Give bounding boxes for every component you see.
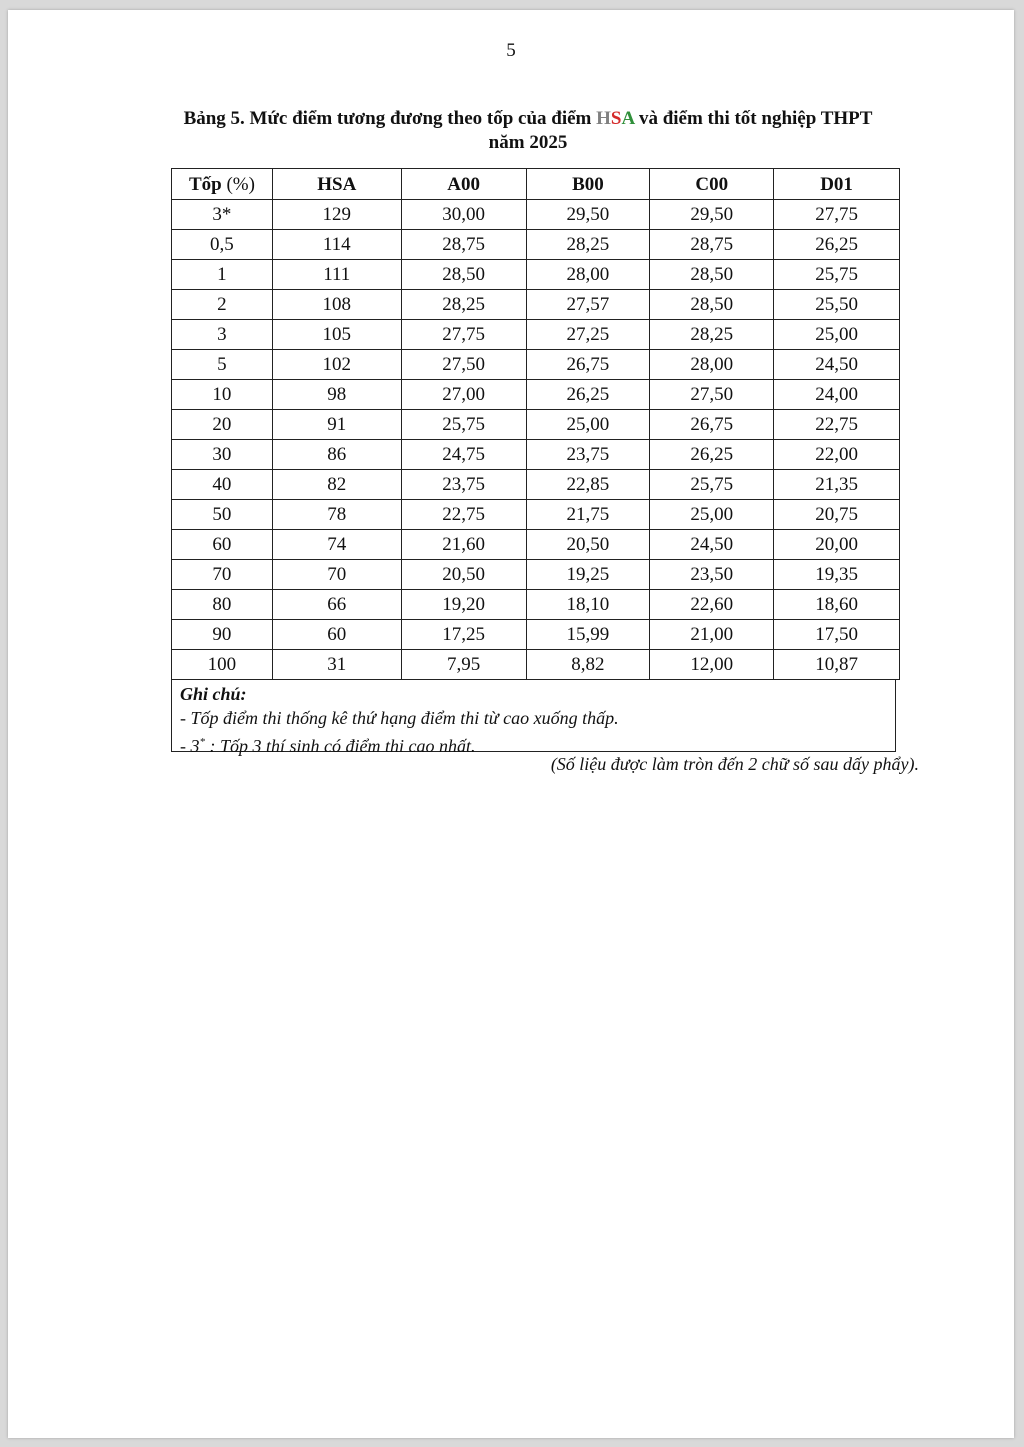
title-line-1 bbox=[148, 107, 908, 131]
hsa-letter-h: H bbox=[596, 108, 611, 129]
cell-top: 3 bbox=[172, 320, 273, 350]
notes-line-1: - Tốp điểm thi thống kê thứ hạng điểm thi từ cao xuống thấp. bbox=[180, 708, 619, 728]
cell-d01: 19,35 bbox=[774, 560, 900, 590]
cell-top: 0,5 bbox=[172, 230, 273, 260]
table-title bbox=[148, 107, 908, 155]
cell-top: 30 bbox=[172, 440, 273, 470]
cell-d01: 24,00 bbox=[774, 380, 900, 410]
table-row bbox=[172, 290, 900, 320]
cell-b00: 28,25 bbox=[526, 230, 650, 260]
cell-c00: 28,50 bbox=[650, 290, 774, 320]
cell-d01: 17,50 bbox=[774, 620, 900, 650]
cell-d01: 21,35 bbox=[774, 470, 900, 500]
cell-c00: 29,50 bbox=[650, 200, 774, 230]
cell-hsa: 102 bbox=[272, 350, 401, 380]
cell-hsa: 111 bbox=[272, 260, 401, 290]
table-row bbox=[172, 410, 900, 440]
cell-top: 70 bbox=[172, 560, 273, 590]
cell-a00: 28,25 bbox=[401, 290, 526, 320]
cell-a00: 27,00 bbox=[401, 380, 526, 410]
cell-hsa: 31 bbox=[272, 650, 401, 680]
header-top-unit: (%) bbox=[221, 173, 255, 195]
cell-c00: 24,50 bbox=[650, 530, 774, 560]
page-number: 5 bbox=[506, 40, 516, 61]
cell-a00: 7,95 bbox=[401, 650, 526, 680]
cell-top: 10 bbox=[172, 380, 273, 410]
table-row bbox=[172, 320, 900, 350]
title-text-start: Bảng 5. Mức điểm tương đương theo tốp của điểm bbox=[183, 108, 597, 129]
cell-hsa: 66 bbox=[272, 590, 401, 620]
cell-top: 90 bbox=[172, 620, 273, 650]
cell-b00: 15,99 bbox=[526, 620, 650, 650]
cell-a00: 24,75 bbox=[401, 440, 526, 470]
cell-hsa: 98 bbox=[272, 380, 401, 410]
notes-line-2-prefix: - 3 bbox=[180, 736, 200, 756]
cell-top: 2 bbox=[172, 290, 273, 320]
cell-c00: 25,75 bbox=[650, 470, 774, 500]
cell-top: 50 bbox=[172, 500, 273, 530]
cell-hsa: 108 bbox=[272, 290, 401, 320]
cell-b00: 21,75 bbox=[526, 500, 650, 530]
table-row bbox=[172, 620, 900, 650]
cell-a00: 25,75 bbox=[401, 410, 526, 440]
cell-a00: 27,75 bbox=[401, 320, 526, 350]
cell-c00: 22,60 bbox=[650, 590, 774, 620]
cell-b00: 26,75 bbox=[526, 350, 650, 380]
cell-a00: 28,75 bbox=[401, 230, 526, 260]
table-row bbox=[172, 530, 900, 560]
notes-asterisk: * bbox=[199, 736, 205, 748]
cell-c00: 23,50 bbox=[650, 560, 774, 590]
cell-a00: 22,75 bbox=[401, 500, 526, 530]
cell-b00: 26,25 bbox=[526, 380, 650, 410]
notes-heading: Ghi chú: bbox=[180, 684, 247, 704]
cell-b00: 8,82 bbox=[526, 650, 650, 680]
cell-c00: 12,00 bbox=[650, 650, 774, 680]
table-row bbox=[172, 350, 900, 380]
cell-c00: 26,25 bbox=[650, 440, 774, 470]
cell-d01: 26,25 bbox=[774, 230, 900, 260]
header-a00: A00 bbox=[401, 169, 526, 200]
cell-c00: 26,75 bbox=[650, 410, 774, 440]
header-top-percent bbox=[172, 169, 273, 200]
cell-hsa: 129 bbox=[272, 200, 401, 230]
cell-b00: 27,57 bbox=[526, 290, 650, 320]
header-top-label: Tốp bbox=[188, 173, 222, 195]
table-header-row bbox=[172, 169, 900, 200]
notes-box bbox=[171, 680, 896, 756]
document-page bbox=[8, 10, 1014, 1438]
cell-d01: 22,00 bbox=[774, 440, 900, 470]
cell-hsa: 78 bbox=[272, 500, 401, 530]
cell-d01: 25,75 bbox=[774, 260, 900, 290]
cell-d01: 24,50 bbox=[774, 350, 900, 380]
cell-hsa: 86 bbox=[272, 440, 401, 470]
cell-b00: 22,85 bbox=[526, 470, 650, 500]
cell-b00: 23,75 bbox=[526, 440, 650, 470]
table-row bbox=[172, 590, 900, 620]
header-b00: B00 bbox=[526, 169, 650, 200]
cell-c00: 28,75 bbox=[650, 230, 774, 260]
header-hsa: HSA bbox=[272, 169, 401, 200]
cell-a00: 17,25 bbox=[401, 620, 526, 650]
cell-d01: 18,60 bbox=[774, 590, 900, 620]
cell-a00: 30,00 bbox=[401, 200, 526, 230]
title-text-end: và điểm thi tốt nghiệp THPT bbox=[634, 108, 873, 129]
cell-b00: 29,50 bbox=[526, 200, 650, 230]
title-line-2: năm 2025 bbox=[488, 132, 568, 153]
cell-top: 60 bbox=[172, 530, 273, 560]
table-row bbox=[172, 200, 900, 230]
cell-d01: 25,50 bbox=[774, 290, 900, 320]
hsa-letter-s: S bbox=[610, 108, 622, 129]
table-body bbox=[172, 200, 900, 680]
cell-hsa: 91 bbox=[272, 410, 401, 440]
cell-c00: 28,50 bbox=[650, 260, 774, 290]
rounding-footnote: (Số liệu được làm tròn đến 2 chữ số sau dấy phẩy). bbox=[550, 754, 919, 774]
cell-c00: 27,50 bbox=[650, 380, 774, 410]
cell-d01: 22,75 bbox=[774, 410, 900, 440]
cell-b00: 20,50 bbox=[526, 530, 650, 560]
table-row bbox=[172, 470, 900, 500]
cell-a00: 19,20 bbox=[401, 590, 526, 620]
table-row bbox=[172, 380, 900, 410]
cell-c00: 25,00 bbox=[650, 500, 774, 530]
cell-a00: 23,75 bbox=[401, 470, 526, 500]
cell-b00: 27,25 bbox=[526, 320, 650, 350]
cell-d01: 10,87 bbox=[774, 650, 900, 680]
cell-hsa: 70 bbox=[272, 560, 401, 590]
table-row bbox=[172, 440, 900, 470]
cell-top: 40 bbox=[172, 470, 273, 500]
hsa-letter-a: A bbox=[621, 108, 635, 129]
cell-top: 1 bbox=[172, 260, 273, 290]
cell-hsa: 82 bbox=[272, 470, 401, 500]
notes-line-2-text: : Tốp 3 thí sinh có điểm thi cao nhất. bbox=[205, 736, 476, 756]
cell-hsa: 105 bbox=[272, 320, 401, 350]
table-row bbox=[172, 500, 900, 530]
cell-d01: 20,75 bbox=[774, 500, 900, 530]
cell-d01: 27,75 bbox=[774, 200, 900, 230]
cell-b00: 19,25 bbox=[526, 560, 650, 590]
cell-d01: 20,00 bbox=[774, 530, 900, 560]
table-row bbox=[172, 260, 900, 290]
cell-hsa: 60 bbox=[272, 620, 401, 650]
cell-top: 3* bbox=[172, 200, 273, 230]
cell-b00: 25,00 bbox=[526, 410, 650, 440]
cell-a00: 27,50 bbox=[401, 350, 526, 380]
table-row bbox=[172, 560, 900, 590]
cell-top: 20 bbox=[172, 410, 273, 440]
cell-hsa: 74 bbox=[272, 530, 401, 560]
cell-hsa: 114 bbox=[272, 230, 401, 260]
cell-a00: 21,60 bbox=[401, 530, 526, 560]
cell-top: 80 bbox=[172, 590, 273, 620]
cell-a00: 28,50 bbox=[401, 260, 526, 290]
cell-d01: 25,00 bbox=[774, 320, 900, 350]
cell-top: 5 bbox=[172, 350, 273, 380]
score-equivalence-table bbox=[171, 168, 900, 680]
cell-b00: 28,00 bbox=[526, 260, 650, 290]
cell-c00: 28,25 bbox=[650, 320, 774, 350]
cell-c00: 28,00 bbox=[650, 350, 774, 380]
cell-c00: 21,00 bbox=[650, 620, 774, 650]
header-c00: C00 bbox=[650, 169, 774, 200]
cell-a00: 20,50 bbox=[401, 560, 526, 590]
cell-top: 100 bbox=[172, 650, 273, 680]
cell-b00: 18,10 bbox=[526, 590, 650, 620]
table-row bbox=[172, 230, 900, 260]
header-d01: D01 bbox=[774, 169, 900, 200]
table-row bbox=[172, 650, 900, 680]
